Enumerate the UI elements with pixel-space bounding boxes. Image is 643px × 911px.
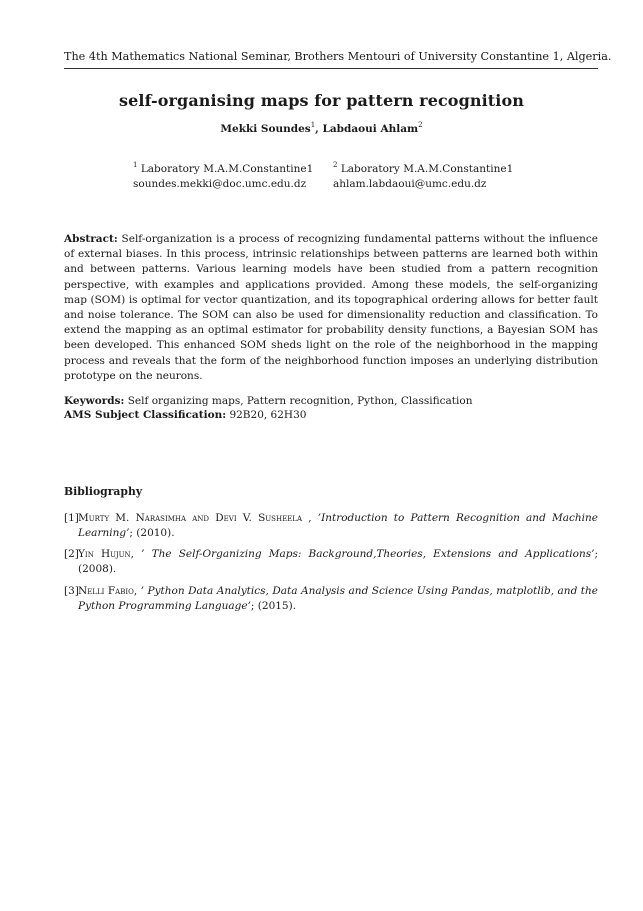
reference-separator: , (133, 585, 141, 597)
ams-label: AMS Subject Classification: (64, 409, 227, 421)
reference-authors: Nelli Fabio (78, 585, 134, 597)
reference-year: ; (2015). (250, 600, 297, 612)
abstract (64, 232, 598, 384)
author-line (0, 122, 643, 136)
reference-number: [2] (64, 548, 79, 560)
affiliation-mark: 1 (133, 161, 138, 169)
author-separator: , (315, 123, 323, 135)
bibliography-entry (64, 584, 598, 614)
reference-year: ; (2008). (78, 548, 598, 575)
keywords-label: Keywords: (64, 395, 125, 407)
affiliation-mark: 2 (418, 121, 423, 129)
reference-year: ; (2010). (129, 527, 175, 539)
affiliation-lab: Laboratory M.A.M.Constantine1 (340, 163, 514, 175)
author-name: Mekki Soundes (220, 123, 311, 135)
reference-number: [1] (64, 512, 79, 524)
ams-text: 92B20, 62H30 (229, 409, 307, 421)
affiliation-2 (333, 162, 513, 192)
reference-title: ’ The Self-Organizing Maps: Background,Theories, Extensions and Applications’ (141, 548, 595, 560)
affiliation-email: soundes.mekki@doc.umc.edu.dz (133, 178, 307, 190)
affiliation-mark: 2 (333, 161, 338, 169)
reference-authors: Yin Hujun (78, 548, 131, 560)
abstract-text: Self-organization is a process of recognizing fundamental patterns without the influence of external biases. In this process, intrinsic relationships between patterns are learned both within and between patterns. Various learning models have been studied from a pattern recognition perspective, with examples and applications provided. Among these models, the self-organizing map (SOM) is optimal for vector quantization, and its topographical ordering allows for better fault and noise tolerance. The SOM can also be used for dimensionality reduction and classification. To extend the mapping as an optimal estimator for probability density functions, a Bayesian SOM has been developed. This enhanced SOM sheds light on the role of the neighborhood in the mapping process and reveals that the form of the neighborhood function imposes an underlying distribution prototype on the neurons. (64, 233, 598, 382)
reference-title: ’Introduction to Pattern Recognition and Machine Learning’ (78, 512, 598, 539)
bibliography-entry (64, 511, 598, 541)
bibliography-entry (64, 547, 598, 577)
paper-title: self-organising maps for pattern recognition (119, 91, 524, 110)
reference-authors: Murty M. Narasimha and Devi V. Susheela (78, 512, 302, 524)
affiliation-email: ahlam.labdaoui@umc.edu.dz (333, 178, 487, 190)
keywords-text: Self organizing maps, Pattern recognition, Python, Classification (127, 395, 473, 407)
ams-classification (64, 408, 598, 422)
running-header: The 4th Mathematics National Seminar, Brothers Mentouri of University Constantine 1, Algeria. (64, 50, 598, 69)
abstract-label: Abstract: (64, 233, 118, 245)
reference-separator: , (130, 548, 142, 560)
affiliation-1 (133, 162, 313, 192)
author-name: Labdaoui Ahlam (322, 123, 419, 135)
reference-separator: , (302, 512, 318, 524)
affiliation-mark: 1 (310, 121, 316, 129)
reference-title: ’ Python Data Analytics, Data Analysis and Science Using Pandas, matplotlib, and the Python Programming Language’ (78, 585, 598, 612)
bibliography-heading: Bibliography (64, 485, 143, 498)
reference-number: [3] (64, 585, 79, 597)
keywords (64, 394, 598, 408)
affiliation-lab: Laboratory M.A.M.Constantine1 (140, 163, 314, 175)
